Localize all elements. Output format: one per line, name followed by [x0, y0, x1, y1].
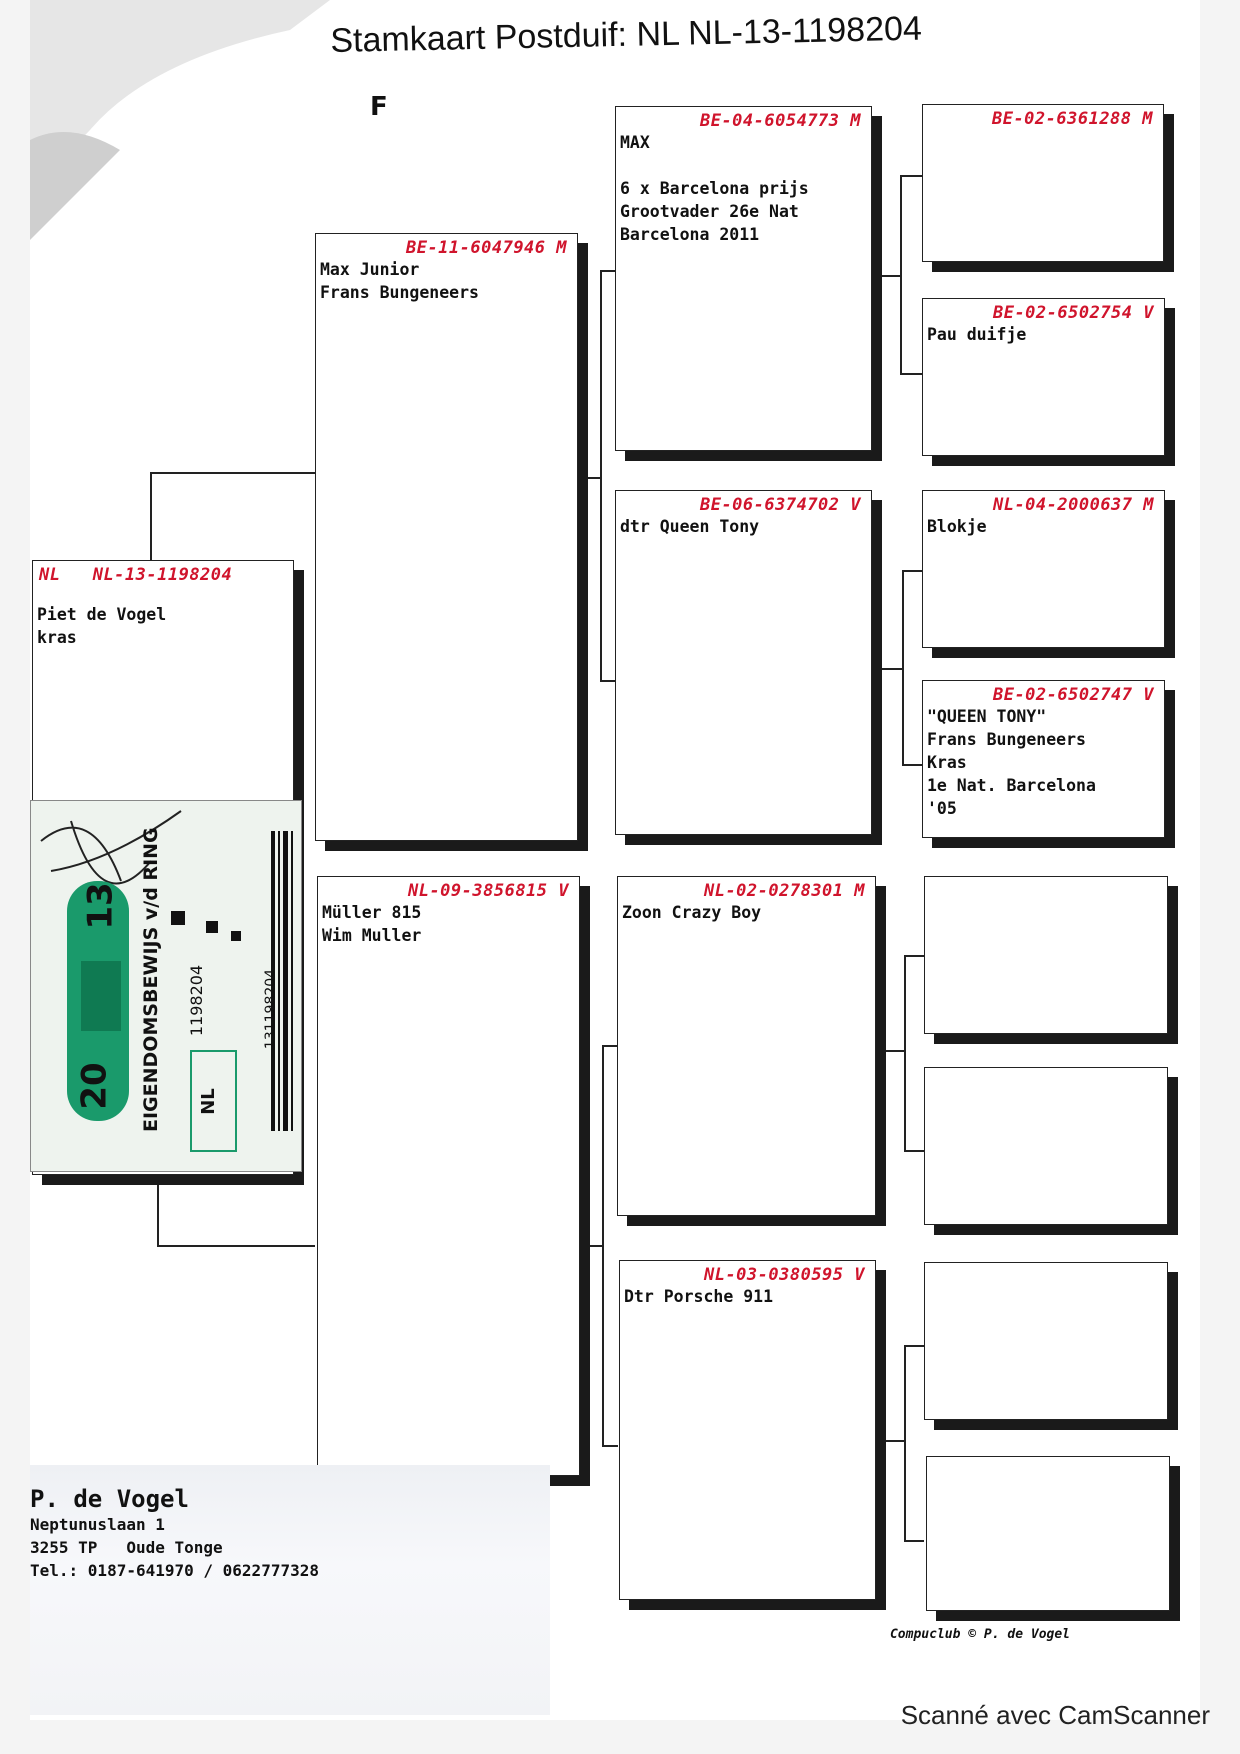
- connector: [904, 1150, 924, 1152]
- great-grandparent-line: 1e Nat. Barcelona: [927, 776, 1096, 795]
- parent-ring: NL-09-3856815 V: [407, 881, 569, 901]
- connector: [602, 1045, 618, 1047]
- parent-card-dam: [317, 876, 580, 1476]
- connector: [900, 373, 922, 375]
- scanner-note: Scanné avec CamScanner: [900, 1700, 1210, 1730]
- page-curl-shadow: [30, 0, 330, 240]
- parent-card-sire: [315, 233, 578, 841]
- ring-year-prefix: 20: [74, 1062, 115, 1110]
- great-grandparent-ring: NL-04-2000637 M: [992, 495, 1154, 515]
- connector: [157, 1170, 159, 1245]
- great-grandparent-card: [926, 1456, 1170, 1611]
- ring-certificate-title: EIGENDOMSBEWIJS v/d RING: [140, 827, 162, 1132]
- grandparent-card: [617, 876, 876, 1216]
- grandparent-line: [620, 154, 869, 177]
- great-grandparent-card: [924, 876, 1168, 1034]
- parent-line: Wim Muller: [322, 926, 422, 945]
- connector: [150, 472, 315, 474]
- connector: [602, 1445, 618, 1447]
- owner-name: P. de Vogel: [30, 1485, 189, 1513]
- grandparent-line: MAX: [620, 133, 650, 152]
- connector: [902, 570, 904, 764]
- great-grandparent-card: [922, 490, 1165, 648]
- grandparent-card: [619, 1260, 876, 1600]
- great-grandparent-line: '05: [927, 799, 957, 818]
- sex-mark: F: [370, 92, 388, 122]
- ring-year: 13: [80, 882, 121, 930]
- connector: [157, 1245, 315, 1247]
- ring-barcode-number: 131198204: [263, 968, 280, 1050]
- grandparent-ring: BE-06-6374702 V: [699, 495, 861, 515]
- owner-phone: Tel.: 0187-641970 / 0622777328: [30, 1561, 319, 1580]
- great-grandparent-line: "QUEEN TONY": [927, 707, 1047, 726]
- owner-city: 3255 TP Oude Tonge: [30, 1538, 223, 1557]
- ring-country: NL: [197, 1088, 219, 1115]
- subject-line: kras: [37, 628, 77, 647]
- ring-certificate-graphic: [31, 801, 301, 1171]
- connector: [902, 570, 922, 572]
- connector: [904, 1540, 924, 1542]
- subject-ring: NL-13-1198204: [92, 565, 233, 585]
- copyright-footer: Compuclub © P. de Vogel: [889, 1627, 1070, 1642]
- great-grandparent-ring: BE-02-6502754 V: [992, 303, 1154, 323]
- connector: [900, 175, 902, 373]
- connector: [900, 175, 922, 177]
- grandparent-card: [615, 490, 872, 835]
- connector: [872, 275, 900, 277]
- ring-certificate: [30, 800, 302, 1172]
- connector: [872, 668, 902, 670]
- grandparent-line: Zoon Crazy Boy: [622, 903, 762, 922]
- great-grandparent-card: [922, 298, 1165, 456]
- great-grandparent-line: Pau duifje: [927, 325, 1027, 344]
- great-grandparent-line: Blokje: [927, 517, 987, 536]
- connector: [602, 1045, 604, 1445]
- owner-address: Neptunuslaan 1: [30, 1515, 165, 1534]
- parent-line: Müller 815: [322, 903, 422, 922]
- parent-line: Frans Bungeneers: [320, 283, 479, 302]
- great-grandparent-card: [924, 1262, 1168, 1420]
- parent-line: Max Junior: [320, 260, 420, 279]
- connector: [902, 764, 922, 766]
- connector: [876, 1440, 904, 1442]
- grandparent-ring: NL-03-0380595 V: [703, 1265, 865, 1285]
- grandparent-ring: NL-02-0278301 M: [703, 881, 865, 901]
- connector: [578, 477, 600, 479]
- parent-ring: BE-11-6047946 M: [405, 238, 567, 258]
- grandparent-line: dtr Queen Tony: [620, 517, 760, 536]
- great-grandparent-ring: BE-02-6502747 V: [992, 685, 1154, 705]
- connector: [904, 1345, 906, 1540]
- grandparent-line: 6 x Barcelona prijs: [620, 179, 809, 198]
- connector: [904, 955, 924, 957]
- connector: [904, 955, 906, 1150]
- connector: [150, 472, 152, 562]
- subject-line: Piet de Vogel: [37, 605, 167, 624]
- great-grandparent-card: [922, 680, 1165, 838]
- grandparent-ring: BE-04-6054773 M: [699, 111, 861, 131]
- owner-block: [30, 1465, 550, 1715]
- great-grandparent-card: [924, 1067, 1168, 1225]
- connector: [904, 1345, 924, 1347]
- subject-country: NL: [39, 565, 61, 585]
- great-grandparent-line: Frans Bungeneers: [927, 730, 1086, 749]
- ring-number: 1198204: [187, 964, 207, 1037]
- great-grandparent-line: Kras: [927, 753, 967, 772]
- grandparent-line: Barcelona 2011: [620, 225, 760, 244]
- grandparent-line: Grootvader 26e Nat: [620, 202, 799, 221]
- grandparent-line: Dtr Porsche 911: [624, 1287, 774, 1306]
- connector: [578, 1245, 602, 1247]
- grandparent-card: [615, 106, 872, 451]
- great-grandparent-card: [922, 104, 1164, 262]
- connector: [876, 1050, 904, 1052]
- connector: [600, 270, 602, 680]
- page-title: Stamkaart Postduif: NL NL-13-1198204: [330, 9, 923, 60]
- great-grandparent-ring: BE-02-6361288 M: [991, 109, 1153, 129]
